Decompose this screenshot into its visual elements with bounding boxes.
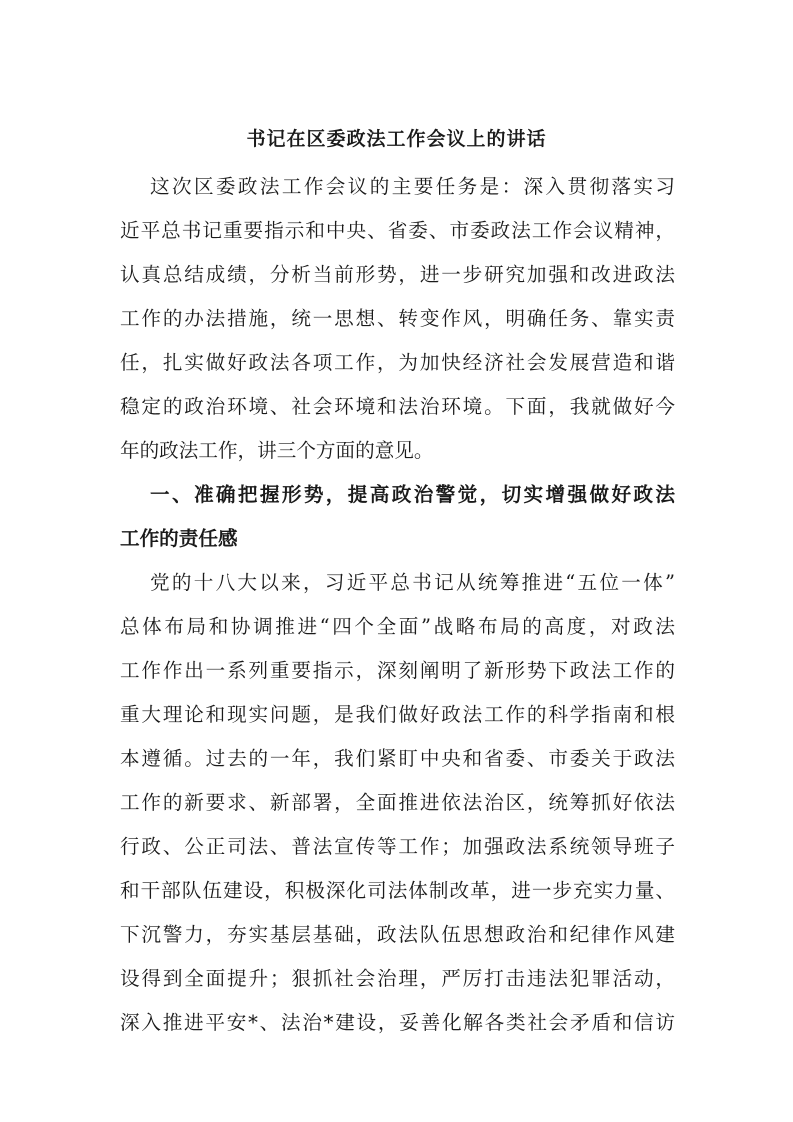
section-body-line: 工作作出一系列重要指示，深刻阐明了新形势下政法工作的 — [120, 659, 675, 682]
section-body-line: 行政、公正司法、普法宣传等工作；加强政法系统领导班子 — [120, 835, 675, 858]
section-body-line: 党的十八大以来，习近平总书记从统筹推进“五位一体” — [150, 571, 675, 594]
intro-line: 年的政法工作，讲三个方面的意见。 — [120, 439, 434, 462]
intro-line: 工作的办法措施，统一思想、转变作风，明确任务、靠实责 — [120, 307, 675, 330]
section-heading: 一、准确把握形势，提高政治警觉，切实增强做好政法 — [150, 483, 675, 506]
section-body-line: 重大理论和现实问题，是我们做好政法工作的科学指南和根 — [120, 703, 675, 726]
section-body-line: 工作的新要求、新部署，全面推进依法治区，统筹抓好依法 — [120, 791, 675, 814]
section-body-line: 总体布局和协调推进“四个全面”战略布局的高度，对政法 — [120, 615, 675, 638]
section-body-line: 深入推进平安*、法治*建设，妥善化解各类社会矛盾和信访 — [120, 1011, 675, 1034]
document-title: 书记在区委政法工作会议上的讲话 — [246, 128, 547, 150]
intro-line: 任，扎实做好政法各项工作，为加快经济社会发展营造和谐 — [120, 351, 675, 374]
intro-line: 近平总书记重要指示和中央、省委、市委政法工作会议精神， — [120, 219, 675, 242]
section-heading: 工作的责任感 — [120, 527, 238, 550]
section-body-line: 本遵循。过去的一年，我们紧盯中央和省委、市委关于政法 — [120, 747, 675, 770]
section-body-line: 下沉警力，夯实基层基础，政法队伍思想政治和纪律作风建 — [120, 923, 675, 946]
intro-line: 认真总结成绩，分析当前形势，进一步研究加强和改进政法 — [120, 263, 675, 286]
intro-line: 稳定的政治环境、社会环境和法治环境。下面，我就做好今 — [120, 395, 675, 418]
section-body-line: 和干部队伍建设，积极深化司法体制改革，进一步充实力量、 — [120, 879, 675, 902]
section-body-line: 设得到全面提升；狠抓社会治理，严厉打击违法犯罪活动， — [120, 967, 675, 990]
intro-line: 这次区委政法工作会议的主要任务是：深入贯彻落实习 — [150, 175, 675, 198]
